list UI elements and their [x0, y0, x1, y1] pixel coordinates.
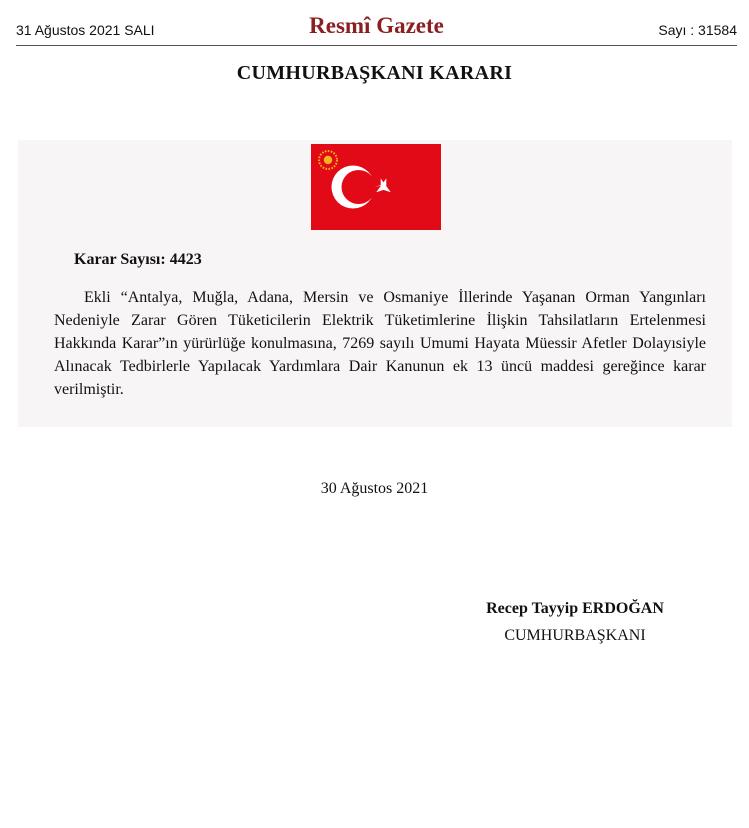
gazette-title: Resmî Gazete [309, 13, 444, 38]
signature-block [440, 600, 710, 645]
decision-body-text: Ekli “Antalya, Muğla, Adana, Mersin ve Osmaniye İllerinde Yaşanan Orman Yangınları Nedeniyle Zarar Gören Tüketicilerin Elektrik Tüketimlerine İlişkin Tahsilatların Ertelenmesi Hakkında Karar”ın yürürlüğe konulmasına, 7269 sayılı Umumi Hayata Müessir Afetler Dolayısiyle Alınacak Tedbirlerle Yapılacak Yardımlara Dair Kanunun ek 13 üncü maddesi gereğince karar verilmiştir. [54, 289, 706, 398]
decision-number: Karar Sayısı: 4423 [74, 251, 202, 268]
header-date: 31 Ağustos 2021 SALI [16, 22, 155, 38]
signer-title: CUMHURBAŞKANI [504, 627, 646, 644]
signer-name: Recep Tayyip ERDOĞAN [486, 600, 664, 617]
signature-date: 30 Ağustos 2021 [320, 480, 429, 497]
turkish-flag-icon [311, 144, 441, 230]
document-heading: CUMHURBAŞKANI KARARI [236, 62, 513, 84]
gazette-header [16, 12, 737, 46]
issue-number: Sayı : 31584 [658, 22, 737, 38]
